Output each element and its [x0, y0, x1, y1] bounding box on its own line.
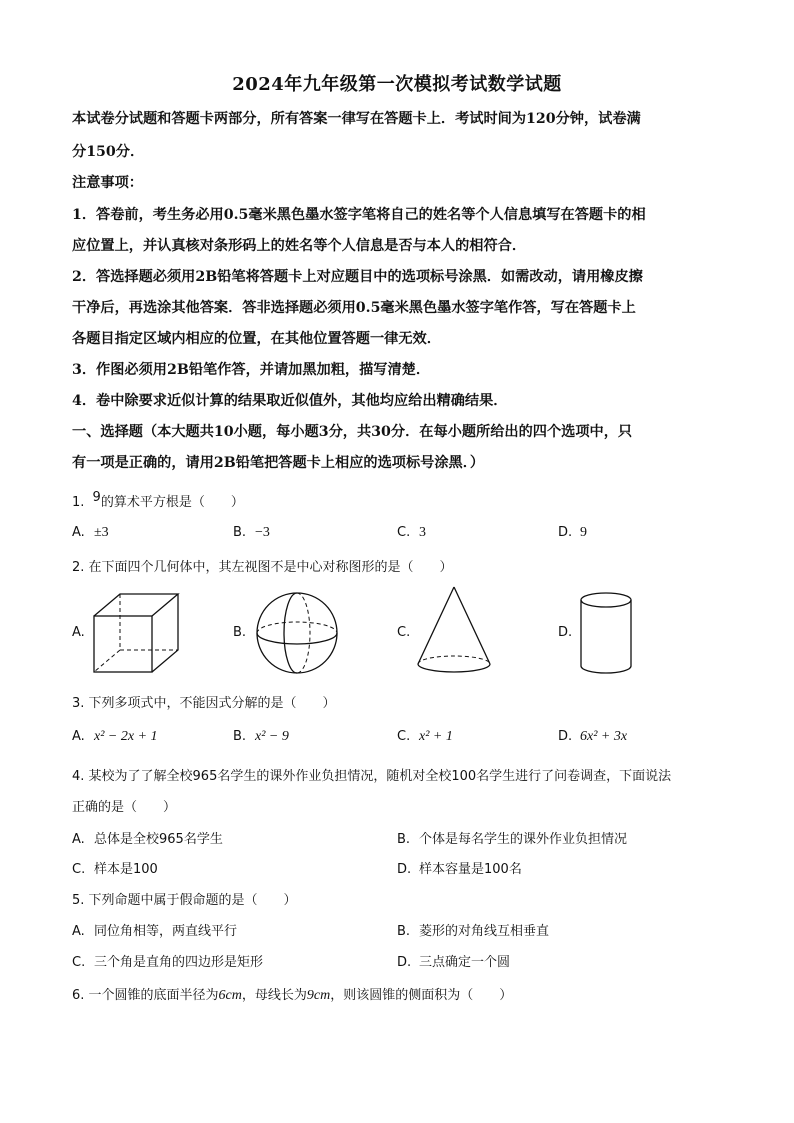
q5-option-d: D. 三点确定一个圆 — [397, 955, 511, 970]
notice-1-line-1: 1．答卷前，考生务必用0.5毫米黑色墨水签字笔将自己的姓名等个人信息填写在答题卡的相 — [72, 207, 646, 223]
q1-option-b: B. −3 — [233, 525, 270, 540]
question-4-stem-line-1: 4. 某校为了了解全校965名学生的课外作业负担情况，随机对全校100名学生进行了问卷调查，下面说法 — [72, 769, 672, 784]
notice-2-line-2: 干净后，再选涂其他答案．答非选择题必须用0.5毫米黑色墨水签字笔作答，写在答题卡上 — [72, 300, 636, 316]
intro-line-2: 分150分． — [72, 144, 145, 160]
question-1 — [72, 491, 244, 510]
section-1-heading-line-1: 一、选择题（本大题共10小题，每小题3分，共30分．在每小题所给出的四个选项中，只 — [72, 424, 633, 440]
notice-4: 4．卷中除要求近似计算的结果取近似值外，其他均应给出精确结果． — [72, 393, 508, 409]
cylinder-icon — [578, 590, 634, 678]
cone-icon — [414, 584, 494, 676]
q1-option-a: A. ±3 — [72, 525, 109, 540]
q2-option-c-label: C. — [397, 625, 411, 640]
q5-option-b: B. 菱形的对角线互相垂直 — [397, 924, 550, 939]
q2-option-a-label: A. — [72, 625, 85, 640]
q5-option-c: C. 三个角是直角的四边形是矩形 — [72, 955, 264, 970]
q6-slant-value: 9cm — [306, 988, 331, 1003]
q3-option-a: A. x² − 2x + 1 — [72, 729, 158, 744]
q4-option-b: B. 个体是每名学生的课外作业负担情况 — [397, 832, 628, 847]
question-3-stem: 3. 下列多项式中，不能因式分解的是（ ） — [72, 696, 336, 711]
q4-option-d: D. 样本容量是100名 — [397, 862, 522, 877]
notice-3: 3．作图必须用2B铅笔作答，并请加黑加粗，描写清楚． — [72, 362, 431, 378]
sphere-icon — [252, 590, 342, 676]
notice-heading: 注意事项： — [72, 175, 143, 191]
question-5-stem: 5. 下列命题中属于假命题的是（ ） — [72, 893, 297, 908]
notice-2-line-1: 2．答选择题必须用2B铅笔将答题卡上对应题目中的选项标号涂黑．如需改动，请用橡皮擦 — [72, 269, 643, 285]
question-1-radicand: 9 — [92, 490, 101, 505]
section-1-heading-line-2: 有一项是正确的，请用2B铅笔把答题卡上相应的选项标号涂黑．） — [72, 455, 485, 471]
q3-option-d: D. 6x² + 3x — [558, 729, 628, 744]
q6-radius-value: 6cm — [218, 988, 242, 1003]
q5-option-a: A. 同位角相等，两直线平行 — [72, 924, 238, 939]
q1-option-d: D. 9 — [558, 525, 587, 540]
notice-2-line-3: 各题目指定区域内相应的位置，在其他位置答题一律无效． — [72, 331, 441, 347]
cube-icon — [90, 590, 182, 676]
q2-option-d-label: D. — [558, 625, 573, 640]
q2-option-b-label: B. — [233, 625, 247, 640]
q1-option-c: C. 3 — [397, 525, 426, 540]
question-6-stem: 6. 一个圆锥的底面半径为6cm，母线长为9cm，则该圆锥的侧面积为（ ） — [72, 988, 513, 1003]
q3-option-b: B. x² − 9 — [233, 729, 289, 744]
question-2-stem: 2. 在下面四个几何体中，其左视图不是中心对称图形的是（ ） — [72, 560, 453, 575]
intro-line-1: 本试卷分试题和答题卡两部分，所有答案一律写在答题卡上．考试时间为120分钟，试卷满 — [72, 111, 641, 127]
page-title: 2024年九年级第一次模拟考试数学试题 — [232, 74, 562, 95]
question-1-stem: 的算术平方根是（ ） — [100, 495, 244, 510]
question-1-number: 1. — [72, 495, 85, 510]
notice-1-line-2: 应位置上，并认真核对条形码上的姓名等个人信息是否与本人的相符合． — [72, 238, 527, 254]
q4-option-c: C. 样本是100 — [72, 862, 158, 877]
q4-option-a: A. 总体是全校965名学生 — [72, 832, 223, 847]
q3-option-c: C. x² + 1 — [397, 729, 453, 744]
question-4-stem-line-2: 正确的是（ ） — [72, 800, 177, 815]
